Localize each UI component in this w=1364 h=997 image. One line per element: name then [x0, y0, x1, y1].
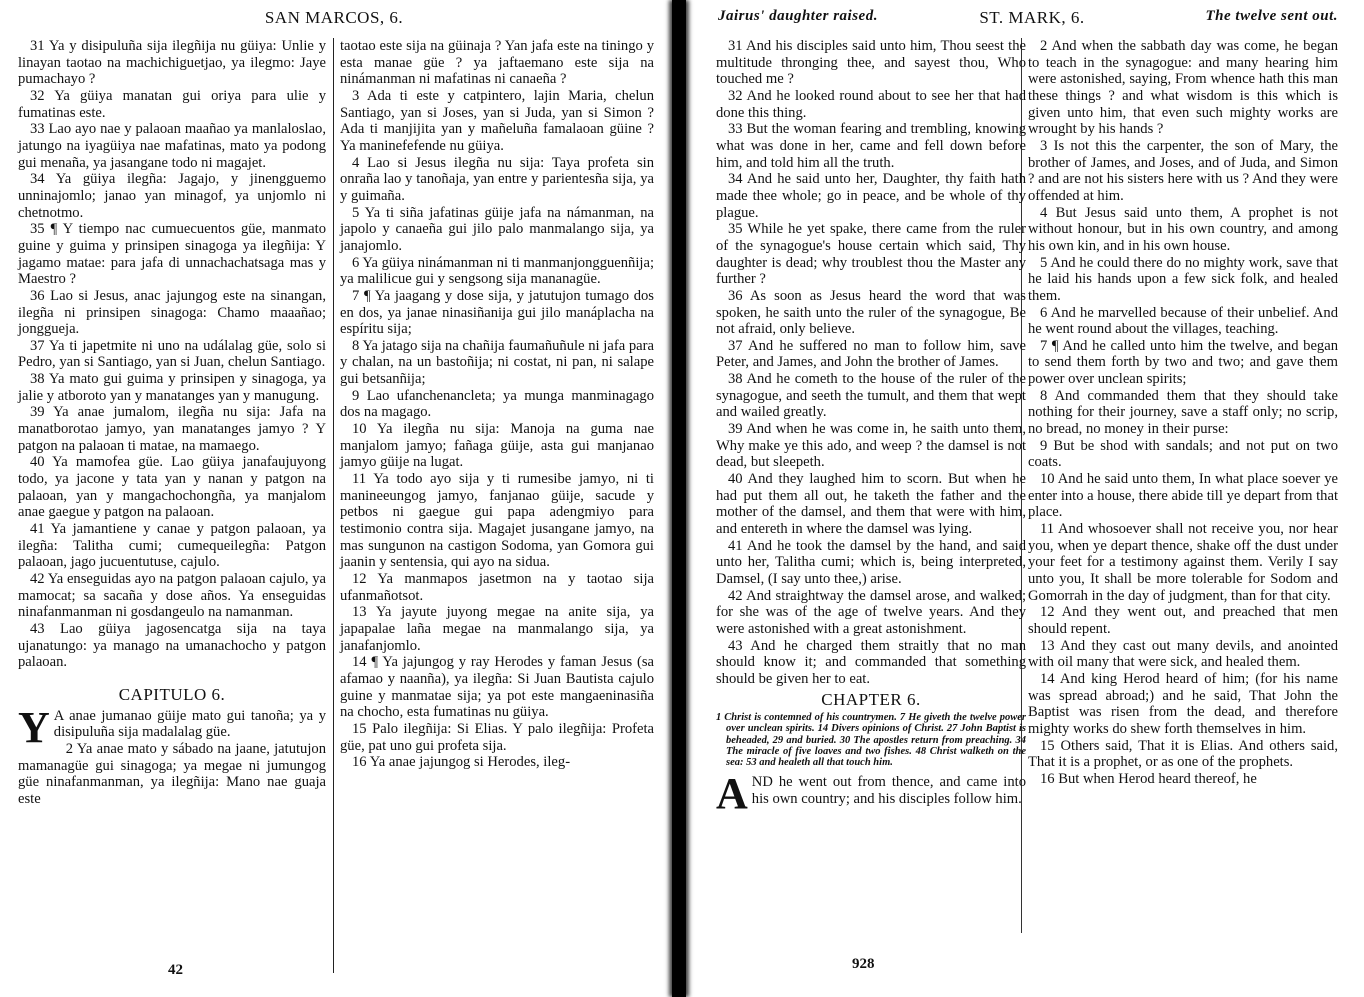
verse: 9 Lao ufanchenancleta; ya munga manminagago dos na magago.: [340, 387, 654, 421]
verse: 35 While he yet spake, there came from the ruler of the synagogue's house certain which said, Thy daughter is dead; why troublest thou the Master any further ?: [716, 221, 1026, 288]
chapter-heading: CAPITULO 6.: [118, 684, 226, 704]
verse: 40 And they laughed him to scorn. But when he had put them all out, he taketh the father and the mother of the damsel, and them that were with him, and entereth in where the damsel was lying.: [716, 471, 1026, 538]
verse: 33 But the woman fearing and trembling, knowing what was done in her, came and fell down before him, and told him all the truth.: [716, 121, 1026, 171]
verse: 15 Palo ilegñija: Si Elias. Y palo ilegñija: Profeta güe, pat uno gui profeta sija.: [340, 720, 654, 754]
verse: 42 And straightway the damsel arose, and walked; for she was of the age of twelve years. And they were astonished with a great astonishment.: [716, 587, 1026, 637]
verse: 36 Lao si Jesus, anac jajungog este na sinangan, ilegña ni prinsipen sinagoga: Chamo maaañao; jonggueja.: [18, 287, 326, 338]
verse: 32 And he looked round about to see her that had done this thing.: [716, 87, 1026, 121]
verse-list: [340, 38, 654, 771]
verse: 36 As soon as Jesus heard the word that was spoken, he saith unto the ruler of the synagogue, Be not afraid, only believe.: [716, 287, 1026, 338]
verse: 5 And he could there do no mighty work, save that he laid his hands upon a few sick folk, and healed them.: [1028, 254, 1338, 304]
right-column-1: [716, 38, 1026, 819]
verse: 9 But be shod with sandals; and not put on two coats.: [1028, 437, 1338, 471]
running-head-right: The twelve sent out.: [1205, 8, 1338, 24]
verse: 43 Lao güiya jagosencatga sija na taya ujanatungo: ya manago na umanachocho y patgon palaoan.: [18, 620, 326, 671]
chapter-first-verse: AND he went out from thence, and came into his own country; and his disciples follow him.: [716, 769, 1026, 819]
right-page-st-mark: [700, 0, 1364, 997]
verse: 3 Is not this the carpenter, the son of Mary, the brother of James, and Joses, and of Juda, and Simon ? and are not his sisters here with us ? And they were offended at him.: [1028, 137, 1338, 204]
verse: 31 And his disciples said unto him, Thou seest the multitude thronging thee, and sayest thou, Who touched me ?: [716, 38, 1026, 88]
verse: 3 Ada ti este y catpintero, lajin Maria, chelun Santiago, yan si Joses, yan si Juda, yan si Simon ? Ada ti manjijita yan y mañeluña famalaoan güine ? Ya maninefefende nu güiya.: [340, 87, 654, 154]
verse: 41 And he took the damsel by the hand, and said unto her, Talitha cumi; which is, being interpreted, Damsel, (I say unto thee,) arise.: [716, 537, 1026, 587]
verse: 38 And he cometh to the house of the ruler of the synagogue, and seeth the tumult, and them that wept and wailed greatly.: [716, 371, 1026, 421]
verse: 31 Ya y disipuluña sija ilegñija nu güiya: Unlie y linayan taotao na machichiguetjao, ya ilegmo: Jaye pumachayo ?: [18, 38, 326, 88]
running-head-title: SAN MARCOS, 6.: [264, 8, 404, 27]
verse: 34 And he said unto her, Daughter, thy faith hath made thee whole; go in peace, and be whole of thy plague.: [716, 171, 1026, 221]
chapter-summary: 1 Christ is contemned of his countrymen. 7 He giveth the twelve power over unclean spirits. 14 Divers opinions of Christ. 27 John Baptist is beheaded, 29 and buried. 30 The apostles return from preaching. 34 The miracle of five loaves and two fishes. 48 Christ walketh on the sea: 53 and healeth all that touch him.: [716, 712, 1026, 769]
verse: 7 ¶ Ya jaagang y dose sija, y jatutujon tumago dos en dos, ya janae ninasiñanija gui jilo manáplacha na espíritu sija;: [340, 287, 654, 338]
verse: 14 And king Herod heard of him; (for his name was spread abroad;) and he said, That John the Baptist was risen from the dead, and therefore mighty works do shew forth themselves in him.: [1028, 670, 1338, 737]
verse: 39 Ya anae jumalom, ilegña nu sija: Jafa na manatborotao jamyo, yan manatanges jamyo ? Y patgon na palaoan ti matae, na mamaego.: [18, 404, 326, 454]
page-number: 42: [168, 962, 183, 978]
verse: 38 Ya mato gui guima y prinsipen y sinagoga, ya jalie y atboroto yan y manatanges yan y manugung.: [18, 371, 326, 404]
verse: 16 Ya anae jajungog si Herodes, ileg-: [352, 754, 571, 771]
drop-cap: A: [716, 769, 748, 819]
verse-list: [1028, 38, 1338, 788]
chapter-first-verse: Y A anae jumanao güije mato gui tanoña; ya y disipuluña sija madalalag güe.: [18, 702, 326, 752]
verse: 34 Ya güiya ilegña: Jagajo, y jinengguemo unninajomlo; janao yan minagof, ya unjomlo ni chetnotmo.: [18, 171, 326, 221]
verse: 12 Ya manmapos jasetmon na y taotao sija ufanmañotsot.: [340, 571, 654, 604]
running-head-left: Jairus' daughter raised.: [718, 8, 878, 24]
verse: 8 And commanded them that they should take nothing for their journey, save a staff only; no scrip, no bread, no money in their purse:: [1028, 387, 1338, 438]
verse: 37 Ya ti japetmite ni uno na událalag güe, solo si Pedro, yan si Santiago, yan si Juan, chelun Santiago.: [18, 337, 326, 371]
verse: 41 Ya jamantiene y canae y patgon palaoan, ya ilegña: Talitha cumi; cumequeilegña: Patgon palaoan, jago jucuentutuse, cajulo.: [18, 521, 326, 571]
drop-cap: Y: [18, 702, 50, 752]
verse: 32 Ya güiya manatan gui oriya para ulie y fumatinas este.: [18, 87, 326, 121]
running-head: [0, 8, 668, 30]
running-head: [700, 8, 1364, 30]
verse: 12 And they went out, and preached that men should repent.: [1028, 604, 1338, 637]
left-page-san-marcos: [0, 0, 668, 997]
verse: 33 Lao ayo nae y palaoan maañao ya manlaloslao, jatungo na iyagüiya nae mafatinas, mato ya podong gui menaña, ya jasangane todo ni magajet.: [18, 121, 326, 171]
verse: 2 And when the sabbath day was come, he began to teach in the synagogue: and many hearing him were astonished, saying, From whence hath this man these things ? and what wisdom is this which is given unto him, that even such mighty works are wrought by his hands ?: [1028, 38, 1338, 138]
verse: 4 Lao si Jesus ilegña nu sija: Taya profeta sin onraña lao y tanoñaja, yan entre y parientesña sija, ya y guimaña.: [340, 154, 654, 204]
left-column-1: [18, 38, 326, 808]
verse: 15 Others said, That it is Elias. And others said, That it is a prophet, or as one of the prophets.: [1028, 737, 1338, 771]
verse: 43 And he charged them straitly that no man should know it; and commanded that something should be given her to eat.: [716, 637, 1026, 687]
chapter-heading: CHAPTER 6.: [821, 689, 921, 709]
verse: 42 Ya enseguidas ayo na patgon palaoan cajulo, ya mamocat; sa sacaña y dose años. Ya enseguidas ninafanmanman ni gosdangeulo na namanman.: [18, 571, 326, 621]
verse: 11 Ya todo ayo sija y ti rumesibe jamyo, ni ti manineeungog jamyo, fanjanao güije, sacude y petbos ni gaegue gui papa adengmiyo para testimonio contra sija. Magajet jusangane jamyo, na mas sungunon na castigon Sodoma, yan Gomora gui jaanin y sentensia, qui ayo na sidua.: [340, 471, 654, 571]
verse: 16 But when Herod heard thereof, he: [1040, 770, 1257, 787]
verse: 10 Ya ilegña nu sija: Manoja na guma nae manjalom jamyo; fañaga güije, asta gui manjanao jamyo güije na lugat.: [340, 421, 654, 471]
right-column-2: [1028, 38, 1338, 788]
column-rule: [333, 38, 334, 973]
verse: taotao este sija na güinaja ? Yan jafa este na tiningo y esta manae güe ? ya jaftaemano este sija na ninámanman ni mafatinas ni canaeña ?: [340, 38, 654, 88]
verse: 6 And he marvelled because of their unbelief. And he went round about the villages, teaching.: [1028, 304, 1338, 338]
running-head-title: ST. MARK, 6.: [979, 8, 1085, 27]
verse-list: [18, 38, 326, 671]
verse: 7 ¶ And he called unto him the twelve, and began to send them forth by two and two; and gave them power over unclean spirits;: [1028, 337, 1338, 388]
verse-list: [716, 38, 1026, 688]
verse: 11 And whosoever shall not receive you, nor hear you, when ye depart thence, shake off the dust under your feet for a testimony against them. Verily I say unto you, It shall be more tolerable for Sodom and Gomorrah in the day of judgment, than for that city.: [1028, 521, 1338, 604]
verse: 2 Ya anae mato y sábado na jaane, jatutujon mamanagüe gui sinagoga; ya megae ni jumungog güe ninafanmanman, ya ilegñija: Mano nae guaja este: [18, 740, 326, 807]
book-gutter: [672, 0, 686, 997]
verse-list: [18, 741, 326, 808]
verse: 35 ¶ Y tiempo nac cumuecuentos güe, manmato guine y guima y prinsipen sinagoga ya ilegñija: Y jagamo matae: para jafa di unnachachatsaga mas y Maestro ?: [18, 221, 326, 288]
verse: 10 And he said unto them, In what place soever ye enter into a house, there abide till ye depart from that place.: [1028, 471, 1339, 521]
page-number: 928: [852, 956, 875, 972]
verse: 13 Ya jayute juyong megae na anite sija, ya japapalae laña megae na manmalango sija, ya janafanjomlo.: [340, 604, 654, 654]
verse: 8 Ya jatago sija na chañija faumañuñule ni jafa para y chalan, na un bastoñija; ni costat, ni pan, ni salape gui betsanñija;: [340, 337, 654, 388]
verse: 5 Ya ti siña jafatinas güije jafa na námanman, na japolo y canaeña gui jilo palo manmalango sija, ya janajomlo.: [340, 204, 654, 254]
verse: 14 ¶ Ya jajungog y ray Herodes y faman Jesus (sa afamao y naanña), ya ilegña: Si Juan Bautista cajulo guine y manmatae sija; ya pot este mangaeninasiña na chocho, esta fumatinas nu güiya.: [340, 654, 654, 721]
left-column-2: [340, 38, 654, 771]
verse: 4 But Jesus said unto them, A prophet is not without honour, but in his own country, and among his own kin, and in his own house.: [1028, 204, 1338, 254]
verse: 6 Ya güiya ninámanman ni ti manmanjongguenñija; ya malilicue gui y sengsong sija mananagüe.: [340, 254, 654, 288]
verse: 13 And they cast out many devils, and anointed with oil many that were sick, and healed them.: [1028, 637, 1338, 671]
verse: 37 And he suffered no man to follow him, save Peter, and James, and John the brother of James.: [716, 337, 1026, 371]
verse: 40 Ya mamofea güe. Lao güiya janafaujuyong todo, ya jacone y tata yan y nanan y patgon na palaoan, yan y mangachochongña, ya manjalom anae gaegue y patgon na palaoan.: [18, 454, 326, 521]
verse: 39 And when he was come in, he saith unto them, Why make ye this ado, and weep ? the damsel is not dead, but sleepeth.: [716, 421, 1026, 471]
